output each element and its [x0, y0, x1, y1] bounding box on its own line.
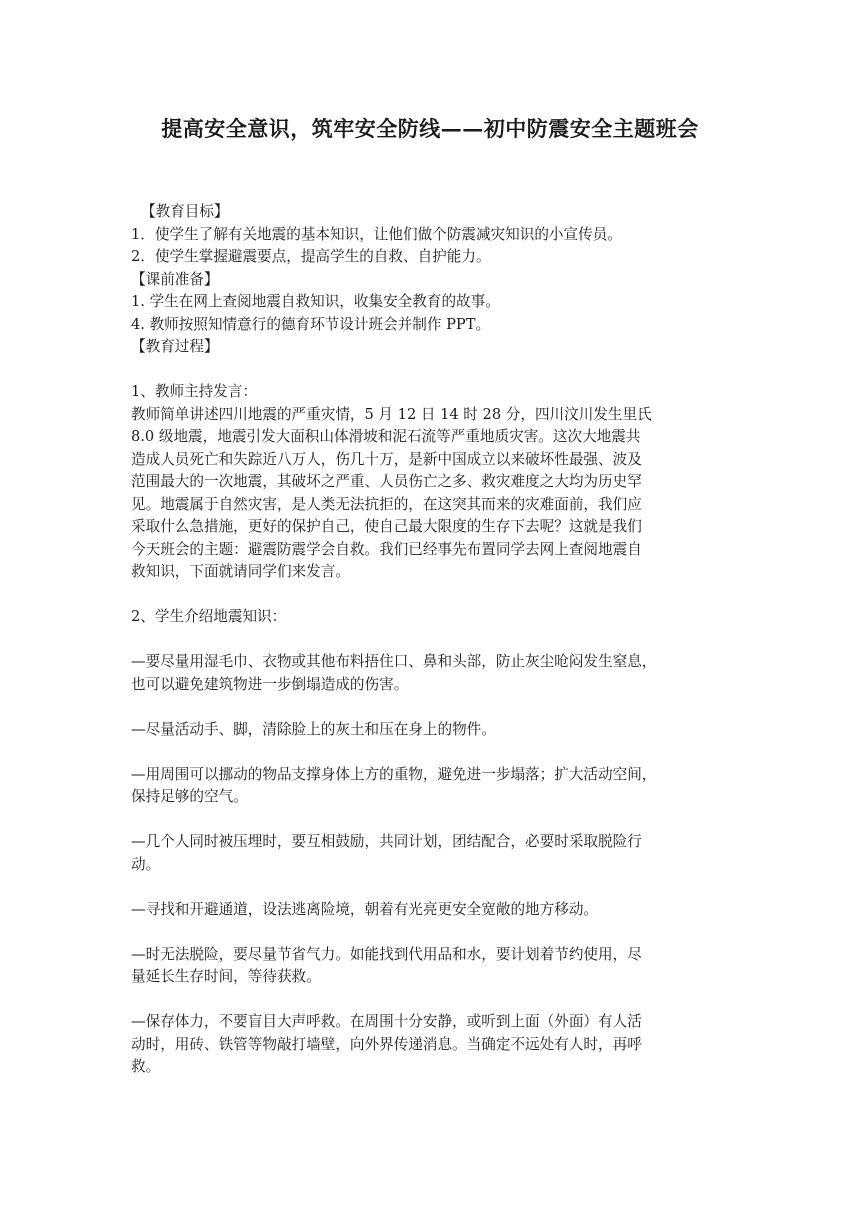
document-body	[131, 201, 743, 1079]
spacer	[131, 584, 743, 607]
student-item-7-line: —保存体力，不要盲目大声呼救。在周围十分安静，或听到上面（外面）有人活	[131, 1013, 642, 1030]
spacer	[131, 359, 743, 382]
prep-heading: 【课前准备】	[131, 270, 219, 288]
student-item-7-line: 动时，用砖、铁管等物敲打墙壁，向外界传递消息。当确定不远处有人时，再呼	[131, 1035, 642, 1053]
student-heading: 2、学生介绍地震知识：	[131, 608, 287, 625]
student-item-4-line: —几个人同时被压埋时，要互相鼓励，共同计划，团结配合，必要时采取脱险行	[131, 833, 642, 850]
student-item-3-line: 保持足够的空气。	[131, 788, 248, 805]
student-item-4-line: 动。	[131, 855, 161, 873]
student-item-1-line: 也可以避免建筑物进一步倒塌造成的伤害。	[131, 675, 409, 693]
teacher-line: 教师简单讲述四川地震的严重灾情，5 月 12 日 14 时 28 分，四川汶川发生里氏	[131, 405, 652, 423]
teacher-line: 采取什么急措施，更好的保护自己，使自己最大限度的生存下去呢？这就是我们	[131, 518, 642, 535]
spacer	[131, 921, 743, 944]
process-heading: 【教育过程】	[131, 338, 219, 355]
spacer	[131, 809, 743, 832]
student-item-6-line: —时无法脱险，要尽量节省气力。如能找到代用品和水，要计划着节约使用，尽	[131, 945, 642, 963]
student-item-2-line: —尽量活动手、脚，清除脸上的灰土和压在身上的物件。	[131, 720, 496, 738]
teacher-line: 救知识，下面就请同学们来发言。	[131, 563, 350, 580]
teacher-line: 今天班会的主题：避震防震学会自救。我们已经事先布置同学去网上查阅地震自	[131, 540, 642, 558]
student-item-1-line: —要尽量用湿毛巾、衣物或其他布料捂住口、鼻和头部，防止灰尘呛闷发生窒息，	[131, 653, 657, 670]
goal-item-1: 1．使学生了解有关地震的基本知识，让他们做个防震减灾知识的小宣传员。	[131, 225, 622, 243]
spacer	[131, 741, 743, 764]
goal-heading: 【教育目标】	[141, 203, 229, 220]
teacher-line: 见。地震属于自然灾害，是人类无法抗拒的，在这突其而来的灾难面前，我们应	[131, 495, 642, 513]
student-item-3-line: —用周围可以挪动的物品支撑身体上方的重物，避免进一步塌落；扩大活动空间，	[131, 765, 657, 783]
student-item-5-line: —寻找和开避通道，设法逃离险境，朝着有光亮更安全宽敞的地方移动。	[131, 900, 599, 918]
page-title: 提高安全意识，筑牢安全防线——初中防震安全主题班会	[161, 116, 699, 141]
teacher-line: 造成人员死亡和失踪近八万人，伤几十万，是新中国成立以来破坏性最强、波及	[131, 450, 642, 468]
teacher-line: 范围最大的一次地震，其破坏之严重、人员伤亡之多、救灾难度之大均为历史罕	[131, 473, 642, 490]
spacer	[131, 629, 743, 652]
prep-item-2: 4. 教师按照知情意行的德育环节设计班会并制作 PPT。	[131, 315, 491, 333]
teacher-line: 8.0 级地震，地震引发大面积山体滑坡和泥石流等严重地质灾害。这次大地震共	[131, 428, 641, 445]
prep-item-1: 1. 学生在网上查阅地震自救知识，收集安全教育的故事。	[131, 293, 500, 310]
goal-item-2: 2．使学生掌握避震要点，提高学生的自救、自护能力。	[131, 248, 491, 265]
spacer	[131, 989, 743, 1012]
spacer	[131, 876, 743, 899]
teacher-heading: 1、教师主持发言：	[131, 383, 258, 400]
student-item-7-line: 救。	[131, 1058, 161, 1075]
spacer	[131, 696, 743, 719]
student-item-6-line: 量延长生存时间，等待获救。	[131, 968, 321, 985]
